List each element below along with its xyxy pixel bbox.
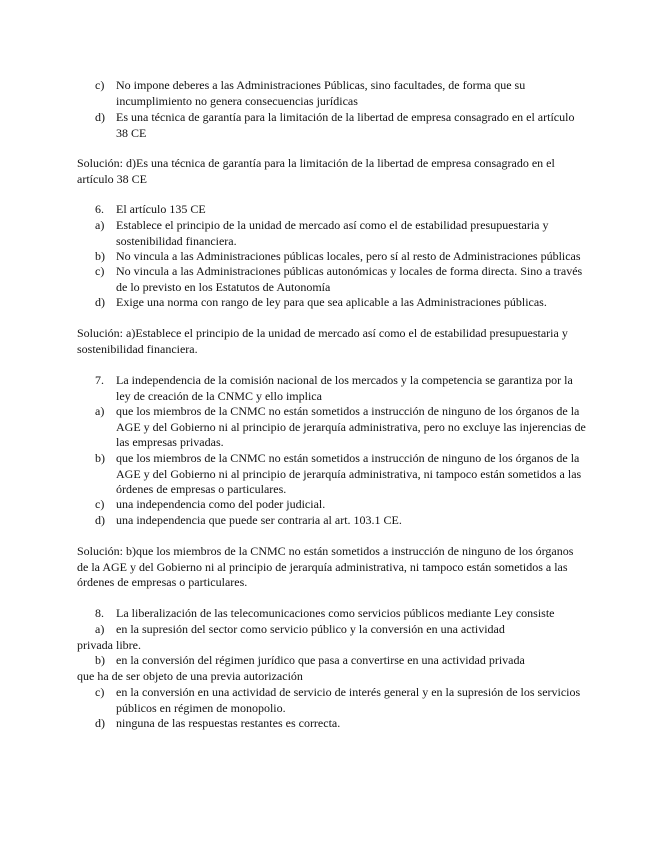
option-marker: d) xyxy=(95,513,105,527)
option-marker: a) xyxy=(95,404,105,418)
option-marker: c) xyxy=(95,497,105,511)
option-marker: d) xyxy=(95,110,105,124)
option-marker: c) xyxy=(95,264,105,278)
solution-text: Solución: a)Establece el principio de la unidad de mercado así como el de estabilidad presupuestaria y sostenibilidad financiera. xyxy=(77,326,568,356)
option-text: No vincula a las Administraciones públicas locales, pero sí al resto de Administraciones públicas xyxy=(116,249,581,263)
option-text: que los miembros de la CNMC no están sometidos a instrucción de ninguno de los órganos de la AGE y del Gobierno ni al principio de jerarquía administrativa, pero no excluye las injerencias de las empresas privadas. xyxy=(116,404,586,449)
option-marker: b) xyxy=(95,653,105,667)
option-marker: a) xyxy=(95,218,105,232)
option-text: una independencia que puede ser contraria al art. 103.1 CE. xyxy=(116,513,402,527)
option-marker: d) xyxy=(95,295,105,309)
question-number: 6. xyxy=(95,202,104,216)
option-text: que los miembros de la CNMC no están sometidos a instrucción de ninguno de los órganos de la AGE y del Gobierno ni al principio de jerarquía administrativa, ni tampoco están sometidos a las órdenes de empresas o particulares. xyxy=(116,451,582,496)
question-number: 7. xyxy=(95,373,104,387)
option-text: en la conversión en una actividad de servicio de interés general y en la supresión de los servicios públicos en régimen de monopolio. xyxy=(116,685,581,715)
question-text: El artículo 135 CE xyxy=(116,202,206,216)
option-a-continuation: privada libre. xyxy=(77,638,141,652)
option-marker: c) xyxy=(95,685,105,699)
option-text: Exige una norma con rango de ley para que sea aplicable a las Administraciones públicas. xyxy=(116,295,547,309)
option-text: en la supresión del sector como servicio público y la conversión en una actividad xyxy=(116,622,505,636)
option-text: No vincula a las Administraciones públicas autonómicas y locales de forma directa. Sino a través de lo previsto en los Estatutos de Autonomía xyxy=(116,264,583,294)
option-marker: b) xyxy=(95,249,105,263)
option-marker: c) xyxy=(95,78,105,92)
option-text: una independencia como del poder judicial. xyxy=(116,497,326,511)
option-text: ninguna de las respuestas restantes es correcta. xyxy=(116,716,341,730)
option-b-continuation: que ha de ser objeto de una previa autorización xyxy=(77,669,303,683)
solution-text: Solución: b)que los miembros de la CNMC no están sometidos a instrucción de ninguno de los órganos de la AGE y del Gobierno ni al principio de jerarquía administrativa, ni tampoco están sometidos a las órdenes de empresas o particulares. xyxy=(77,544,574,589)
option-text: Establece el principio de la unidad de mercado así como el de estabilidad presupuestaria y sostenibilidad financiera. xyxy=(116,218,549,248)
option-marker: b) xyxy=(95,451,105,465)
option-marker: d) xyxy=(95,716,105,730)
question-text: La liberalización de las telecomunicaciones como servicios públicos mediante Ley consiste xyxy=(116,606,555,620)
option-marker: a) xyxy=(95,622,105,636)
option-text: No impone deberes a las Administraciones Públicas, sino facultades, de forma que su incumplimiento no genera consecuencias jurídicas xyxy=(116,78,526,108)
question-number: 8. xyxy=(95,606,104,620)
question-text: La independencia de la comisión nacional de los mercados y la competencia se garantiza por la ley de creación de la CNMC y ello implica xyxy=(116,373,573,403)
solution-text: Solución: d)Es una técnica de garantía para la limitación de la libertad de empresa consagrado en el artículo 38 CE xyxy=(77,156,555,186)
option-text: Es una técnica de garantía para la limitación de la libertad de empresa consagrado en el artículo 38 CE xyxy=(116,110,575,140)
option-text: en la conversión del régimen jurídico que pasa a convertirse en una actividad privada xyxy=(116,653,525,667)
